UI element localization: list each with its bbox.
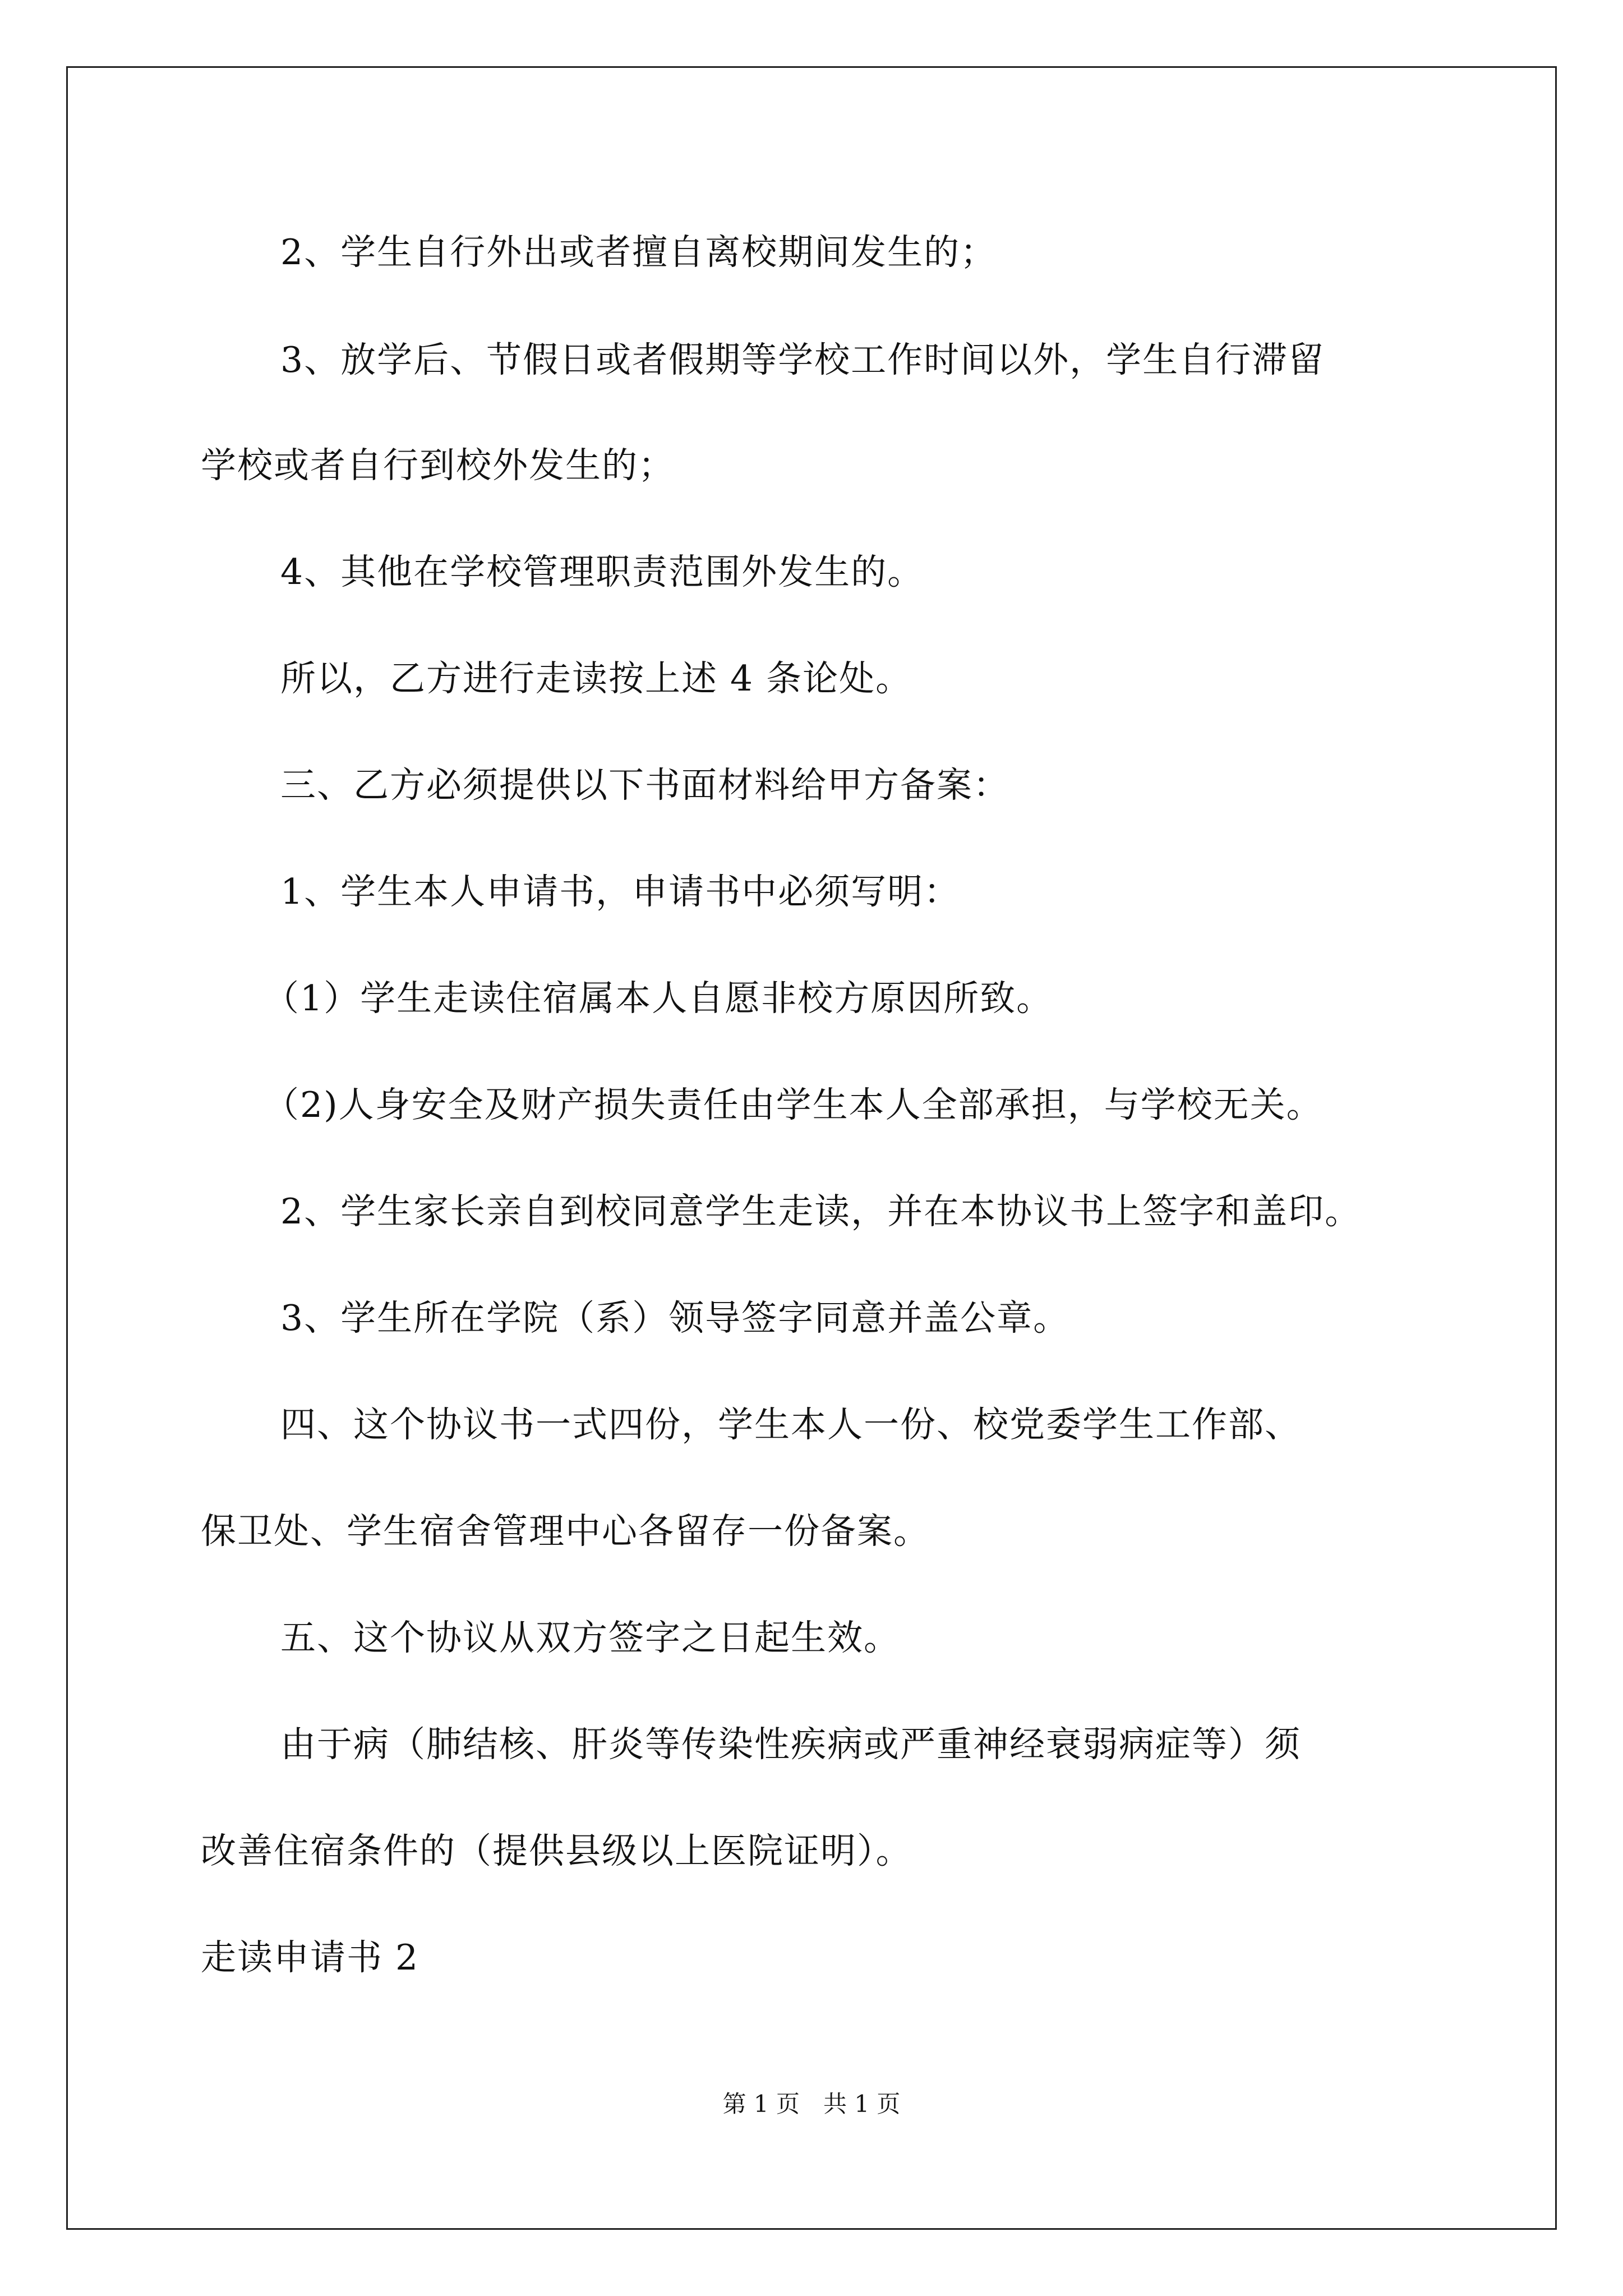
text-line: 改善住宿条件的（提供县级以上医院证明）。 [201, 1830, 912, 1871]
text-line: 所以，乙方进行走读按上述 4 条论处。 [280, 658, 912, 699]
text-line: 三、乙方必须提供以下书面材料给甲方备案： [280, 765, 1009, 806]
text-line: 3、放学后、节假日或者假期等学校工作时间以外，学生自行滞留 [280, 339, 1325, 380]
text-line: 四、这个协议书一式四份，学生本人一份、校党委学生工作部、 [280, 1404, 1301, 1445]
text-line: （2)人身安全及财产损失责任由学生本人全部承担，与学校无关。 [264, 1084, 1323, 1125]
text-line: 由于病（肺结核、肝炎等传染性疾病或严重神经衰弱病症等）须 [280, 1724, 1301, 1765]
text-line: 学校或者自行到校外发生的； [201, 445, 675, 486]
text-line: 2、学生家长亲自到校同意学生走读，并在本协议书上签字和盖印。 [280, 1191, 1362, 1232]
text-line: 4、其他在学校管理职责范围外发生的。 [280, 551, 924, 592]
text-line: 保卫处、学生宿舍管理中心各留存一份备案。 [201, 1511, 930, 1552]
page-border [66, 66, 1557, 2230]
page-footer: 第 1 页 共 1 页 [722, 2090, 901, 2118]
text-line: 五、这个协议从双方签字之日起生效。 [280, 1617, 900, 1658]
text-line: 2、学生自行外出或者擅自离校期间发生的； [280, 232, 997, 273]
section-heading: 走读申请书 2 [201, 1937, 419, 1978]
text-line: 3、学生所在学院（系）领导签字同意并盖公章。 [280, 1297, 1070, 1338]
text-line: （1）学生走读住宿属本人自愿非校方原因所致。 [264, 978, 1053, 1019]
text-line: 1、学生本人申请书，申请书中必须写明： [280, 871, 961, 912]
